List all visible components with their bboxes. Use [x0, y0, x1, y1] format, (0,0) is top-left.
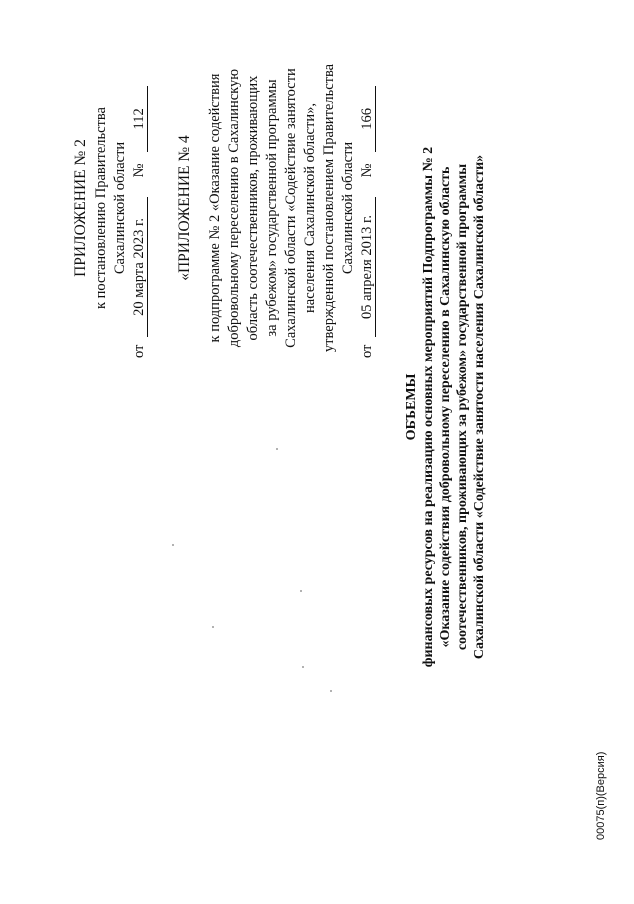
document-code: 00075(п)(Версия): [595, 751, 607, 840]
appendix-4-line: за рубежом» государственной программы: [264, 79, 280, 337]
appendix-2-number: 112: [131, 86, 148, 152]
scan-speck: [212, 626, 214, 628]
appendix-4-line: населения Сахалинской области»,: [302, 103, 318, 313]
scan-speck: [302, 666, 304, 668]
appendix-4-line: Сахалинской области «Содействие занятости: [283, 68, 299, 348]
appendix-4-date: 05 апреля 2013 г.: [359, 197, 376, 337]
heading-line: финансовых ресурсов на реализацию основных мероприятий Подпрограммы № 2: [421, 146, 436, 668]
appendix-2-number-label: №: [131, 163, 147, 178]
appendix-4-title: «ПРИЛОЖЕНИЕ № 4: [176, 135, 193, 281]
heading-title: ОБЪЕМЫ: [404, 373, 419, 441]
heading-line: Сахалинской области «Содействие занятости населения Сахалинской области»: [472, 154, 487, 660]
appendix-2-signature-row: [130, 58, 149, 358]
appendix-4-line: утвержденной постановлением Правительства: [321, 63, 337, 353]
scan-speck: [300, 590, 302, 592]
scan-speck: [172, 544, 174, 546]
appendix-2-line-1: к постановлению Правительства: [93, 107, 109, 309]
appendix-2-from-label: от: [131, 344, 147, 358]
appendix-4-line: к подпрограмме № 2 «Оказание содействия: [207, 73, 223, 343]
appendix-4-signature-row: [358, 58, 377, 358]
appendix-4-number: 166: [359, 86, 376, 152]
scan-speck: [330, 690, 332, 692]
document-heading: [403, 102, 488, 712]
appendix-4-number-label: №: [359, 163, 375, 178]
heading-line: «Оказание содействия добровольному переселению в Сахалинскую область: [438, 166, 453, 648]
appendix-4-line: добровольному переселению в Сахалинскую: [226, 68, 242, 348]
appendix-4-line: Сахалинской области: [340, 141, 356, 275]
appendix-2-date: 20 марта 2023 г.: [131, 197, 148, 337]
appendix-2-line-2: Сахалинской области: [112, 141, 128, 275]
appendix-2-title: ПРИЛОЖЕНИЕ № 2: [72, 139, 89, 277]
appendix-4-block: [170, 58, 377, 358]
appendix-2-block: [70, 58, 149, 358]
appendix-4-line: область соотечественников, проживающих: [245, 75, 261, 341]
heading-line: соотечественников, проживающих за рубежом» государственной программы: [455, 163, 470, 651]
appendix-4-from-label: от: [359, 344, 375, 358]
scan-speck: [276, 448, 278, 450]
